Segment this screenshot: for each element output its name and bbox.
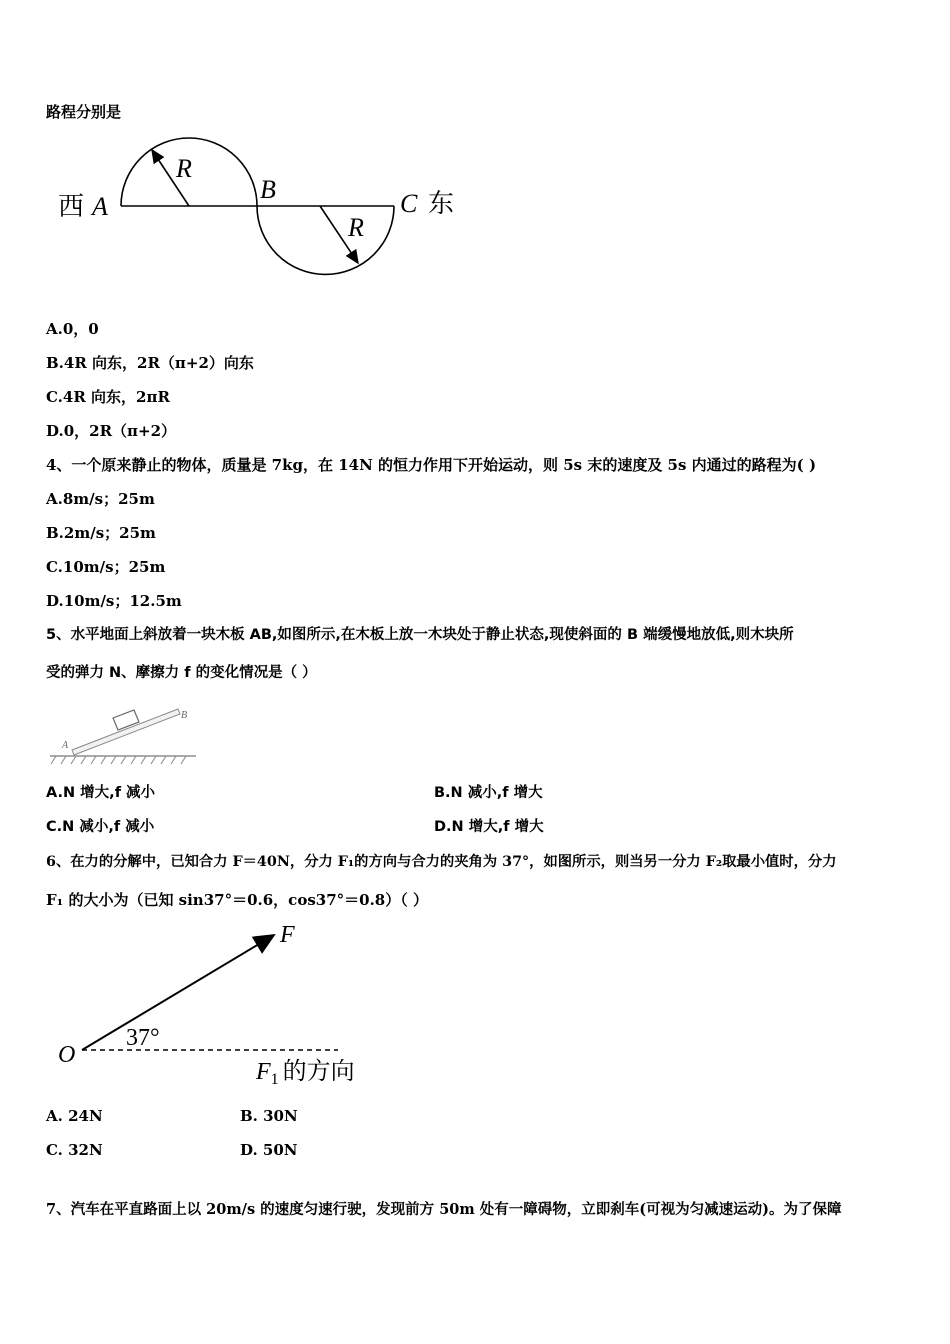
point-a-label: A <box>92 192 108 221</box>
q5-stem-line1: 5、水平地面上斜放着一块木板 AB,如图所示,在木板上放一木块处于静止状态,现使斜面的 B 端缓慢地放低,则木块所 <box>46 627 794 643</box>
radius-label-lower: R <box>348 213 364 242</box>
origin-o-label: O <box>58 1042 76 1068</box>
q6-stem-line2: F₁ 的大小为（已知 sin37°＝0.6，cos37°＝0.8）（ ） <box>46 891 428 909</box>
q3-option-a: A.0，0 <box>46 320 99 338</box>
q5-option-d: D.N 增大,f 增大 <box>434 819 544 835</box>
q5-option-c: C.N 减小,f 减小 <box>46 819 155 835</box>
board-end-a-label: A <box>62 740 69 751</box>
intro-line: 路程分别是 <box>46 103 122 121</box>
q5-option-a: A.N 增大,f 减小 <box>46 785 156 801</box>
board-end-b-label: B <box>181 710 188 721</box>
force-figure <box>46 918 386 1088</box>
q4-option-c: C.10m/s；25m <box>46 558 166 576</box>
angle-label: 37° <box>126 1025 160 1051</box>
q3-option-c: C.4R 向东，2πR <box>46 388 170 406</box>
q5-stem-line2: 受的弹力 N、摩擦力 f 的变化情况是（ ） <box>46 665 317 681</box>
f1-direction-label: 的方向 <box>282 1059 355 1085</box>
incline-figure <box>46 698 202 768</box>
force-f-label: F <box>280 922 295 948</box>
q7-stem: 7、汽车在平直路面上以 20m/s 的速度匀速行驶，发现前方 50m 处有一障碍物，立即刹车(可视为匀减速运动)。为了保障 <box>46 1201 842 1218</box>
q6-option-b: B. 30N <box>240 1107 298 1125</box>
q6-option-c: C. 32N <box>46 1141 103 1159</box>
q6-option-d: D. 50N <box>240 1141 298 1159</box>
q5-option-b: B.N 减小,f 增大 <box>434 785 543 801</box>
q6-stem-line1: 6、在力的分解中，已知合力 F＝40N，分力 F₁的方向与合力的夹角为 37°，如图所示，则当另一分力 F₂取最小值时，分力 <box>46 854 837 870</box>
q3-option-d: D.0，2R（π+2） <box>46 422 177 440</box>
east-label: 东 <box>428 189 455 218</box>
q4-stem: 4、一个原来静止的物体，质量是 7kg，在 14N 的恒力作用下开始运动，则 5s 末的速度及 5s 内通过的路程为( ) <box>46 456 817 474</box>
point-c-label: C <box>400 189 418 218</box>
q4-option-d: D.10m/s；12.5m <box>46 592 182 610</box>
svg-text:F1的方向 <box>255 1058 355 1088</box>
q6-option-a: A. 24N <box>46 1107 103 1125</box>
q4-option-a: A.8m/s；25m <box>46 490 155 508</box>
point-b-label: B <box>260 175 276 204</box>
radius-label-upper: R <box>176 154 192 183</box>
f1-label: F <box>256 1059 271 1085</box>
west-label: 西 <box>58 192 85 221</box>
path-figure <box>46 130 466 280</box>
q3-option-b: B.4R 向东，2R（π+2）向东 <box>46 354 254 372</box>
q4-option-b: B.2m/s；25m <box>46 524 156 542</box>
f1-subscript: 1 <box>270 1071 279 1088</box>
